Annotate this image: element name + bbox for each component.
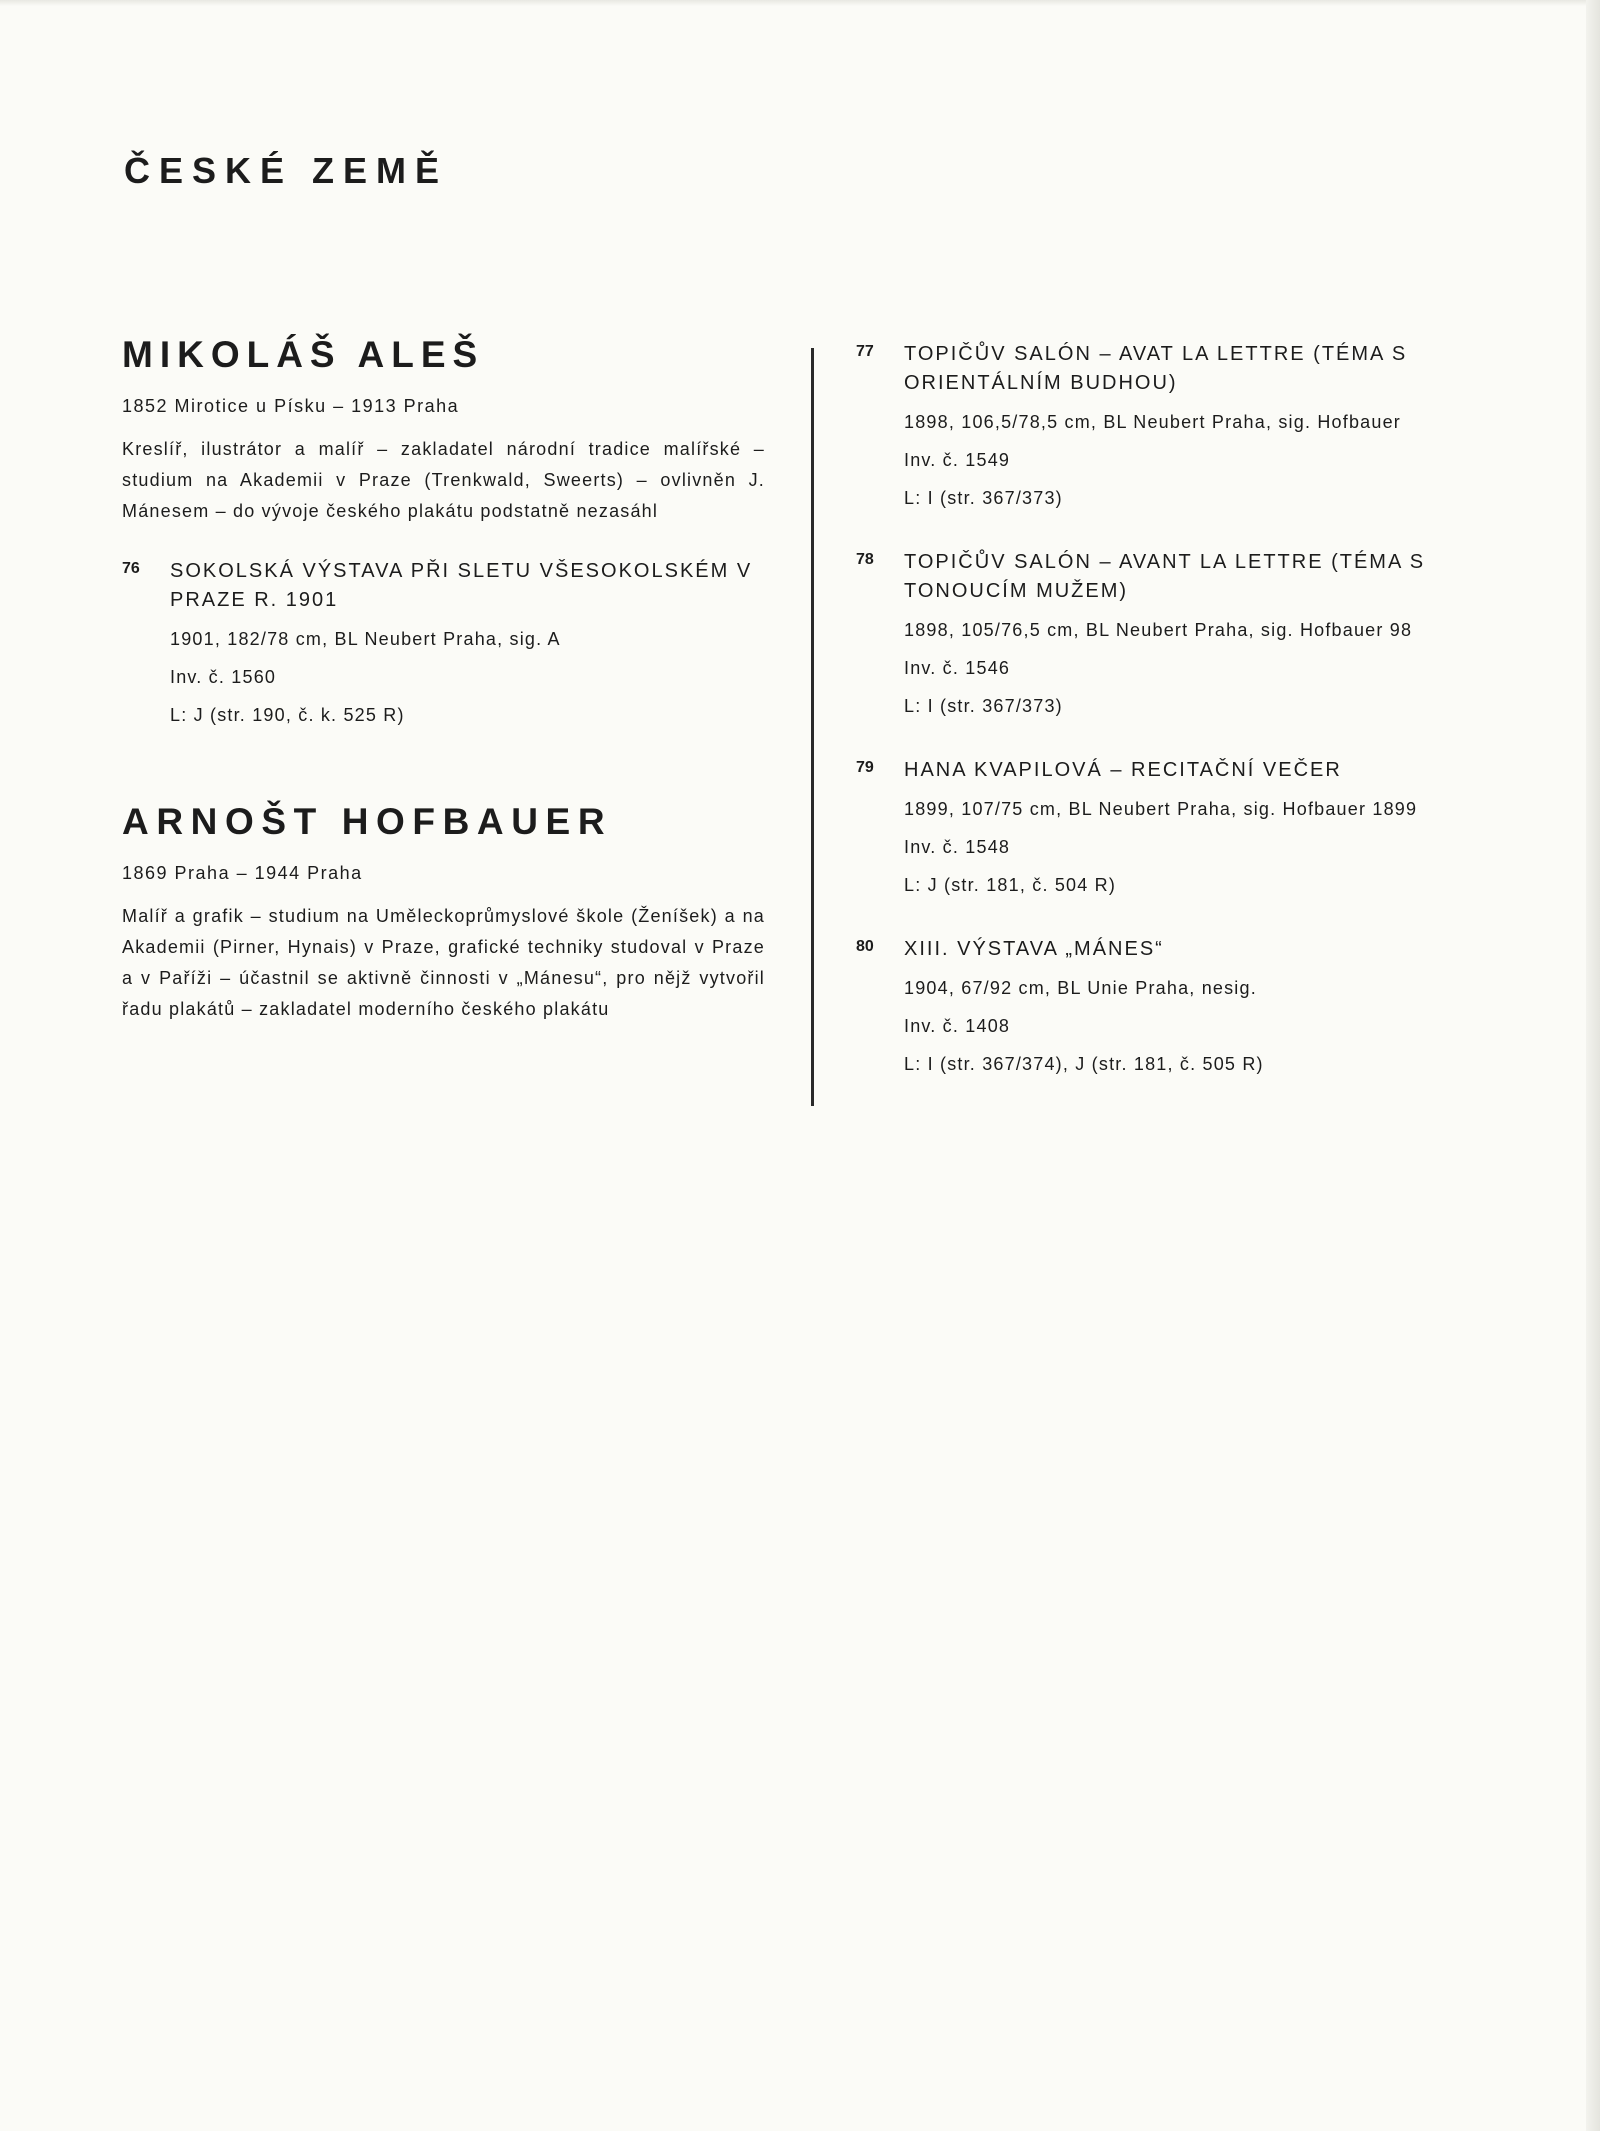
entry-literature: L: J (str. 181, č. 504 R): [904, 875, 1117, 895]
entry-inventory: Inv. č. 1548: [904, 837, 1011, 857]
entry-details: 1901, 182/78 cm, BL Neubert Praha, sig. A: [170, 629, 561, 649]
catalogue-entry-80: [856, 935, 1506, 1076]
artist-block-ales: [122, 330, 767, 527]
entry-title: SOKOLSKÁ VÝSTAVA PŘI SLETU VŠESOKOLSKÉM V PRAZE R. 1901: [170, 560, 753, 611]
page-right-edge: [1586, 0, 1600, 2131]
entry-number: 80: [856, 938, 874, 955]
entry-inventory: Inv. č. 1408: [904, 1016, 1011, 1036]
entry-details: 1898, 105/76,5 cm, BL Neubert Praha, sig. Hofbauer 98: [904, 620, 1413, 640]
entry-number: 77: [856, 343, 874, 360]
artist-block-hofbauer: [122, 797, 767, 1025]
entry-number: 76: [122, 560, 140, 577]
artist-life-dates: 1869 Praha – 1944 Praha: [122, 863, 363, 883]
entry-literature: L: J (str. 190, č. k. 525 R): [170, 705, 405, 725]
entry-number: 79: [856, 759, 874, 776]
entry-literature: L: I (str. 367/373): [904, 696, 1063, 716]
entry-literature: L: I (str. 367/373): [904, 488, 1063, 508]
artist-name: ARNOŠT HOFBAUER: [122, 801, 613, 842]
artist-name: MIKOLÁŠ ALEŠ: [122, 334, 485, 375]
entry-inventory: Inv. č. 1549: [904, 450, 1011, 470]
catalogue-entry-78: [856, 548, 1506, 718]
artist-biography: Kreslíř, ilustrátor a malíř – zakladatel národní tradice malířské – studium na Akademii v Praze (Trenkwald, Sweerts) – ovlivněn J. Mánesem – do vývoje českého plakátu podstatně nezasáhl: [122, 439, 765, 521]
catalogue-entry-79: [856, 756, 1506, 897]
left-column: [122, 330, 767, 1025]
entry-details: 1898, 106,5/78,5 cm, BL Neubert Praha, sig. Hofbauer: [904, 412, 1402, 432]
artist-life-dates: 1852 Mirotice u Písku – 1913 Praha: [122, 396, 460, 416]
catalogue-entry-77: [856, 340, 1506, 510]
entry-inventory: Inv. č. 1560: [170, 667, 277, 687]
column-divider: [811, 348, 814, 1106]
entry-title: TOPIČŮV SALÓN – AVAT LA LETTRE (TÉMA S ORIENTÁLNÍM BUDHOU): [904, 343, 1408, 394]
entry-details: 1904, 67/92 cm, BL Unie Praha, nesig.: [904, 978, 1257, 998]
right-column: [856, 340, 1506, 1076]
entry-details: 1899, 107/75 cm, BL Neubert Praha, sig. Hofbauer 1899: [904, 799, 1418, 819]
entry-literature: L: I (str. 367/374), J (str. 181, č. 505 R): [904, 1054, 1264, 1074]
entry-title: XIII. VÝSTAVA „MÁNES“: [904, 938, 1164, 960]
section-title: ČESKÉ ZEMĚ: [124, 150, 449, 191]
entry-number: 78: [856, 551, 874, 568]
catalogue-entry-76: [122, 557, 767, 727]
entry-title: HANA KVAPILOVÁ – RECITAČNÍ VEČER: [904, 759, 1342, 781]
artist-biography: Malíř a grafik – studium na Uměleckoprůmyslové škole (Ženíšek) a na Akademii (Pirner, Hynais) v Praze, grafické techniky studoval v Praze a v Paříži – účastnil se aktivně činnosti v „Mánesu“, pro nějž vytvořil řadu plakátů – zakladatel moderního českého plakátu: [122, 906, 765, 1019]
entry-title: TOPIČŮV SALÓN – AVANT LA LETTRE (TÉMA S TONOUCÍM MUŽEM): [904, 551, 1426, 602]
page-top-edge: [0, 0, 1600, 6]
entry-inventory: Inv. č. 1546: [904, 658, 1011, 678]
